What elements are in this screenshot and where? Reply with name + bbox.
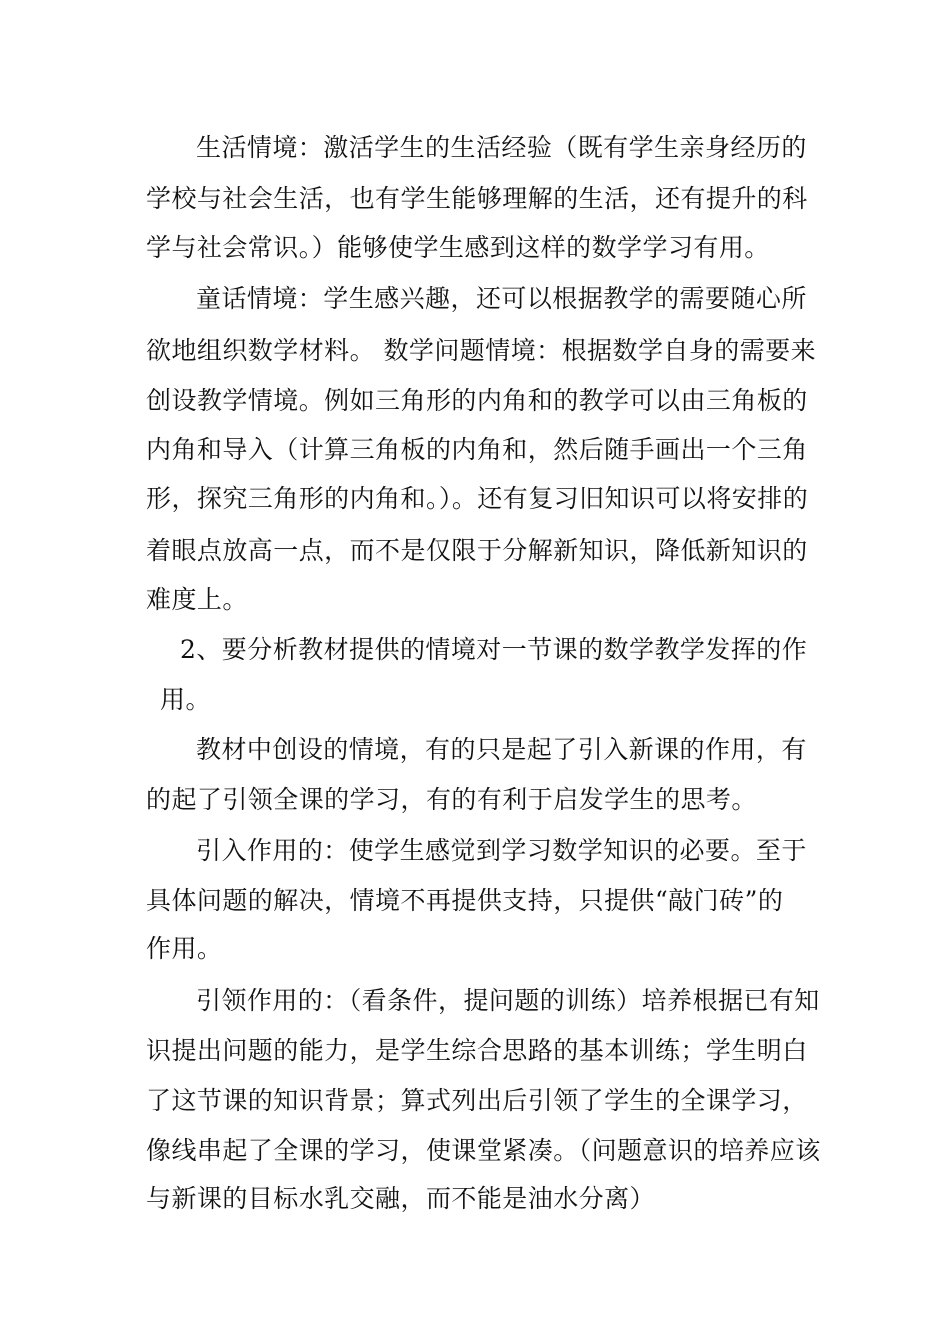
paragraph-lead-line-5: 与新课的目标水乳交融，而不能是油水分离）	[146, 1184, 656, 1213]
paragraph-lead-line-2: 识提出问题的能力，是学生综合思路的基本训练；学生明白	[146, 1036, 808, 1065]
section-heading-2-line-1: 2、要分析教材提供的情境对一节课的数学教学发挥的作	[180, 635, 808, 664]
section-heading-2-line-2: 用。	[160, 685, 211, 714]
paragraph-lead-line-1: 引领作用的：（看条件，提问题的训练）培养根据已有知	[196, 986, 820, 1015]
paragraph-fairy-tale-line-5: 形，探究三角形的内角和。）。还有复习旧知识可以将安排的	[146, 484, 809, 513]
paragraph-fairy-tale-line-3: 创设教学情境。例如三角形的内角和的教学可以由三角板的	[146, 386, 808, 415]
paragraph-lead-line-4: 像线串起了全课的学习，使课堂紧凑。（问题意识的培养应该	[146, 1136, 821, 1165]
paragraph-life-context-line-3: 学与社会常识。）能够使学生感到这样的数学学习有用。	[146, 233, 770, 262]
paragraph-lead-line-3: 了这节课的知识背景；算式列出后引领了学生的全课学习，	[146, 1086, 808, 1115]
paragraph-fairy-tale-line-6: 着眼点放高一点，而不是仅限于分解新知识，降低新知识的	[146, 536, 808, 565]
paragraph-fairy-tale-line-2: 欲地组织数学材料。 数学问题情境：根据数学自身的需要来	[146, 336, 817, 365]
paragraph-life-context-line-1: 生活情境：激活学生的生活经验（既有学生亲身经历的	[196, 133, 807, 162]
paragraph-fairy-tale-line-7: 难度上。	[146, 585, 248, 614]
paragraph-introduce-line-2: 具体问题的解决，情境不再提供支持，只提供“敲门砖”的	[146, 886, 784, 915]
paragraph-textbook-line-2: 的起了引领全课的学习，有的有利于启发学生的思考。	[146, 785, 757, 814]
paragraph-introduce-line-1: 引入作用的：使学生感觉到学习数学知识的必要。至于	[196, 836, 807, 865]
paragraph-life-context-line-2: 学校与社会生活，也有学生能够理解的生活，还有提升的科	[146, 184, 808, 213]
paragraph-fairy-tale-line-1: 童话情境：学生感兴趣，还可以根据教学的需要随心所	[196, 284, 807, 313]
paragraph-fairy-tale-line-4: 内角和导入（计算三角板的内角和，然后随手画出一个三角	[146, 435, 808, 464]
paragraph-introduce-line-3: 作用。	[146, 934, 223, 963]
paragraph-textbook-line-1: 教材中创设的情境，有的只是起了引入新课的作用，有	[196, 735, 807, 764]
